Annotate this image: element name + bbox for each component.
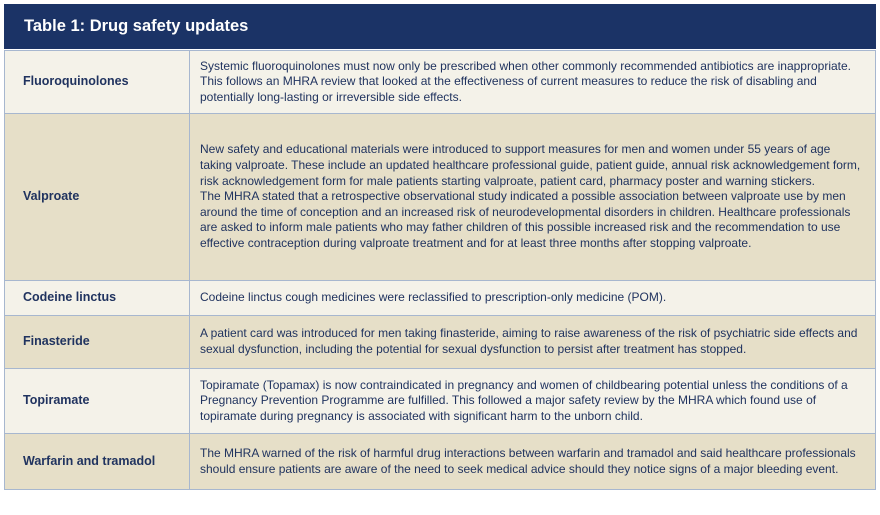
table-row (5, 281, 876, 316)
description-paragraph: Codeine linctus cough medicines were reclassified to prescription-only medicine (POM). (200, 290, 667, 305)
table-row (5, 434, 876, 490)
drug-description (190, 114, 876, 281)
description-paragraph: A patient card was introduced for men taking finasteride, aiming to raise awareness of the risk of psychiatric side effects and sexual dysfunction, including the potential for sexual dysfunction to persist after treatment has stopped. (200, 326, 858, 356)
drug-description (190, 369, 876, 434)
drug-name: Warfarin and tramadol (5, 434, 190, 490)
drug-name: Codeine linctus (5, 281, 190, 316)
drug-description (190, 316, 876, 369)
drug-description (190, 434, 876, 490)
table-row (5, 316, 876, 369)
drug-name: Valproate (5, 114, 190, 281)
description-paragraph: Systemic fluoroquinolones must now only be prescribed when other commonly recommended antibiotics are inappropriate. This follows an MHRA review that looked at the effectiveness of current measures to reduce the risk of disabling and potentially long-lasting or irreversible side effects. (200, 58, 851, 104)
table-title: Table 1: Drug safety updates (4, 4, 876, 49)
table-row (5, 114, 876, 281)
drug-description (190, 281, 876, 316)
description-paragraph: The MHRA warned of the risk of harmful drug interactions between warfarin and tramadol and said healthcare professionals should ensure patients are aware of the need to seek medical advice should they notice signs of a major bleeding event. (200, 445, 856, 476)
drug-safety-table-container (4, 4, 876, 490)
drug-name: Topiramate (5, 369, 190, 434)
description-paragraph: New safety and educational materials were introduced to support measures for men and women under 55 years of age taking valproate. These include an updated healthcare professional guide, patient guide, annual risk acknowledgement form, risk acknowledgement form for male patients starting valproate, patient card, pharmacy poster and warning stickers. (200, 142, 861, 188)
drug-name: Finasteride (5, 316, 190, 369)
description-paragraph: Topiramate (Topamax) is now contraindicated in pregnancy and women of childbearing potential unless the conditions of a Pregnancy Prevention Programme are fulfilled. This followed a major safety review by the MHRA which found use of topiramate during pregnancy is associated with significant harm to the unborn child. (200, 377, 848, 423)
drug-name: Fluoroquinolones (5, 51, 190, 114)
drug-description (190, 51, 876, 114)
description-paragraph: The MHRA stated that a retrospective observational study indicated a possible association between valproate use by men around the time of conception and an increased risk of neurodevelopmental disorders in children. Healthcare professionals are asked to inform male patients who may father children of this possible increased risk and the recommendation to use effective contraception during valproate treatment and for at least three months after stopping valproate. (200, 189, 851, 250)
table-row (5, 51, 876, 114)
table-row (5, 369, 876, 434)
drug-safety-table (4, 50, 876, 490)
